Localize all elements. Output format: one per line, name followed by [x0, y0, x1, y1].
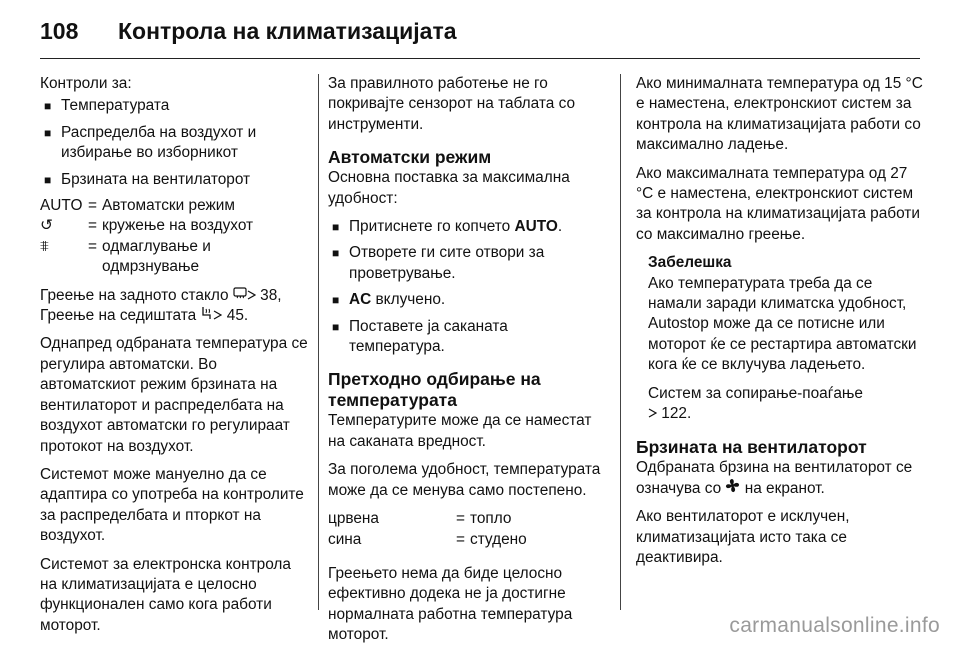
defrost-icon: ⩨ [40, 237, 49, 255]
note-title: Забелешка [648, 254, 732, 272]
section-heading: Автоматски режим [328, 147, 492, 168]
bullet: ■ [44, 99, 52, 114]
paragraph: Системот може мануелно да се адаптира со употреба на контролите за распределбата и пторкот на воздухот. [40, 465, 304, 545]
paragraph: Ако минималната температура од 15 °C е наместена, електронскиот систем за контрола на климатизацијата работи со максимално ладење. [636, 75, 923, 154]
page-title: Контрола на климатизацијата [118, 18, 457, 44]
definition-row: AUTO = Автоматски режим [40, 197, 235, 215]
paragraph: Одбраната брзина на вентилаторот се означува со на екранот. [636, 458, 928, 500]
note-reference: Систем за сопирање-поаѓање 122. [648, 384, 928, 425]
fan-icon [725, 478, 740, 499]
column-3 [636, 74, 928, 577]
list-item: ■ Распределба на воздухот и избирање во изборникот [40, 123, 308, 164]
heating-references: Греење на задното стакло 38, Греење на седиштата 45. [40, 286, 308, 327]
section-heading: Претходно одбирање на температурата [328, 369, 541, 411]
list-item: ■ Температурата [40, 96, 308, 116]
paragraph: Ако максималната температура од 27 °C е наместена, електронскиот систем за контрола на климатизацијата работи со максимално греење. [636, 164, 920, 243]
list-item: ■ Притиснете го копчето AUTO. [332, 218, 563, 236]
list-item: ■ Отворете ги сите отвори за проветрување. [332, 244, 545, 282]
paragraph: Основна поставка за максимална удобност: [328, 169, 570, 207]
seat-heating-icon [200, 306, 213, 326]
column-2 [328, 74, 604, 654]
list-item: ■ Поставете ја саканата температура. [332, 317, 508, 356]
reference-arrow-icon [247, 286, 256, 306]
paragraph: Температурите може да се наместат на саканата вредност. [328, 412, 592, 450]
rear-window-heating-icon [233, 286, 247, 306]
bullet: ■ [44, 125, 52, 140]
header-rule [40, 58, 920, 59]
paragraph: За правилното работење не го покривајте сензорот на таблата со инструменти. [328, 75, 576, 133]
controls-intro: Контроли за: [40, 75, 132, 92]
paragraph: Ако вентилаторот е исклучен, климатизацијата исто така се деактивира. [636, 508, 850, 567]
reference-arrow-icon [648, 404, 657, 424]
definition-row: црвена = топло [328, 510, 512, 528]
note-text: Ако температурата треба да се намали заради климатска удобност, Autostop може да се потисне или моторот ќе се рестартира автоматски кога ќе се вклучува ладењето. [648, 274, 917, 374]
watermark: carmanualsonline.info [729, 614, 940, 637]
air-recirculation-icon: ↺ [40, 217, 53, 235]
list-item: ■ AC вклучено. [332, 291, 446, 309]
definition-row: сина = студено [328, 530, 527, 548]
list-item: ■ Брзината на вентилаторот [40, 170, 308, 190]
column-1 [40, 74, 308, 644]
paragraph: За поголема удобност, температурата може да се менува само постепено. [328, 461, 601, 499]
definition-row: ⩨ = одмаглување и одмрзнување [40, 237, 308, 278]
column-divider-1 [318, 74, 319, 610]
section-heading: Брзината на вентилаторот [636, 436, 867, 457]
paragraph: Однапред одбраната температура се регулира автоматски. Во автоматскиот режим брзината на вентилаторот и распределбата на воздухот автоматски го регулираат протокот на воздухот. [40, 335, 308, 455]
page-header [40, 18, 457, 48]
note-block [648, 253, 928, 424]
definition-row: ↺ = кружење на воздухот [40, 216, 308, 236]
bullet: ■ [44, 172, 52, 187]
page-number: 108 [40, 18, 79, 44]
paragraph: Греењето нема да биде целосно ефективно додека не ја достигне нормалната работна температура моторот. [328, 564, 573, 644]
paragraph: Системот за електронска контрола на климатизацијата е целосно функционален само кога работи моторот. [40, 555, 291, 634]
column-divider-2 [620, 74, 621, 610]
